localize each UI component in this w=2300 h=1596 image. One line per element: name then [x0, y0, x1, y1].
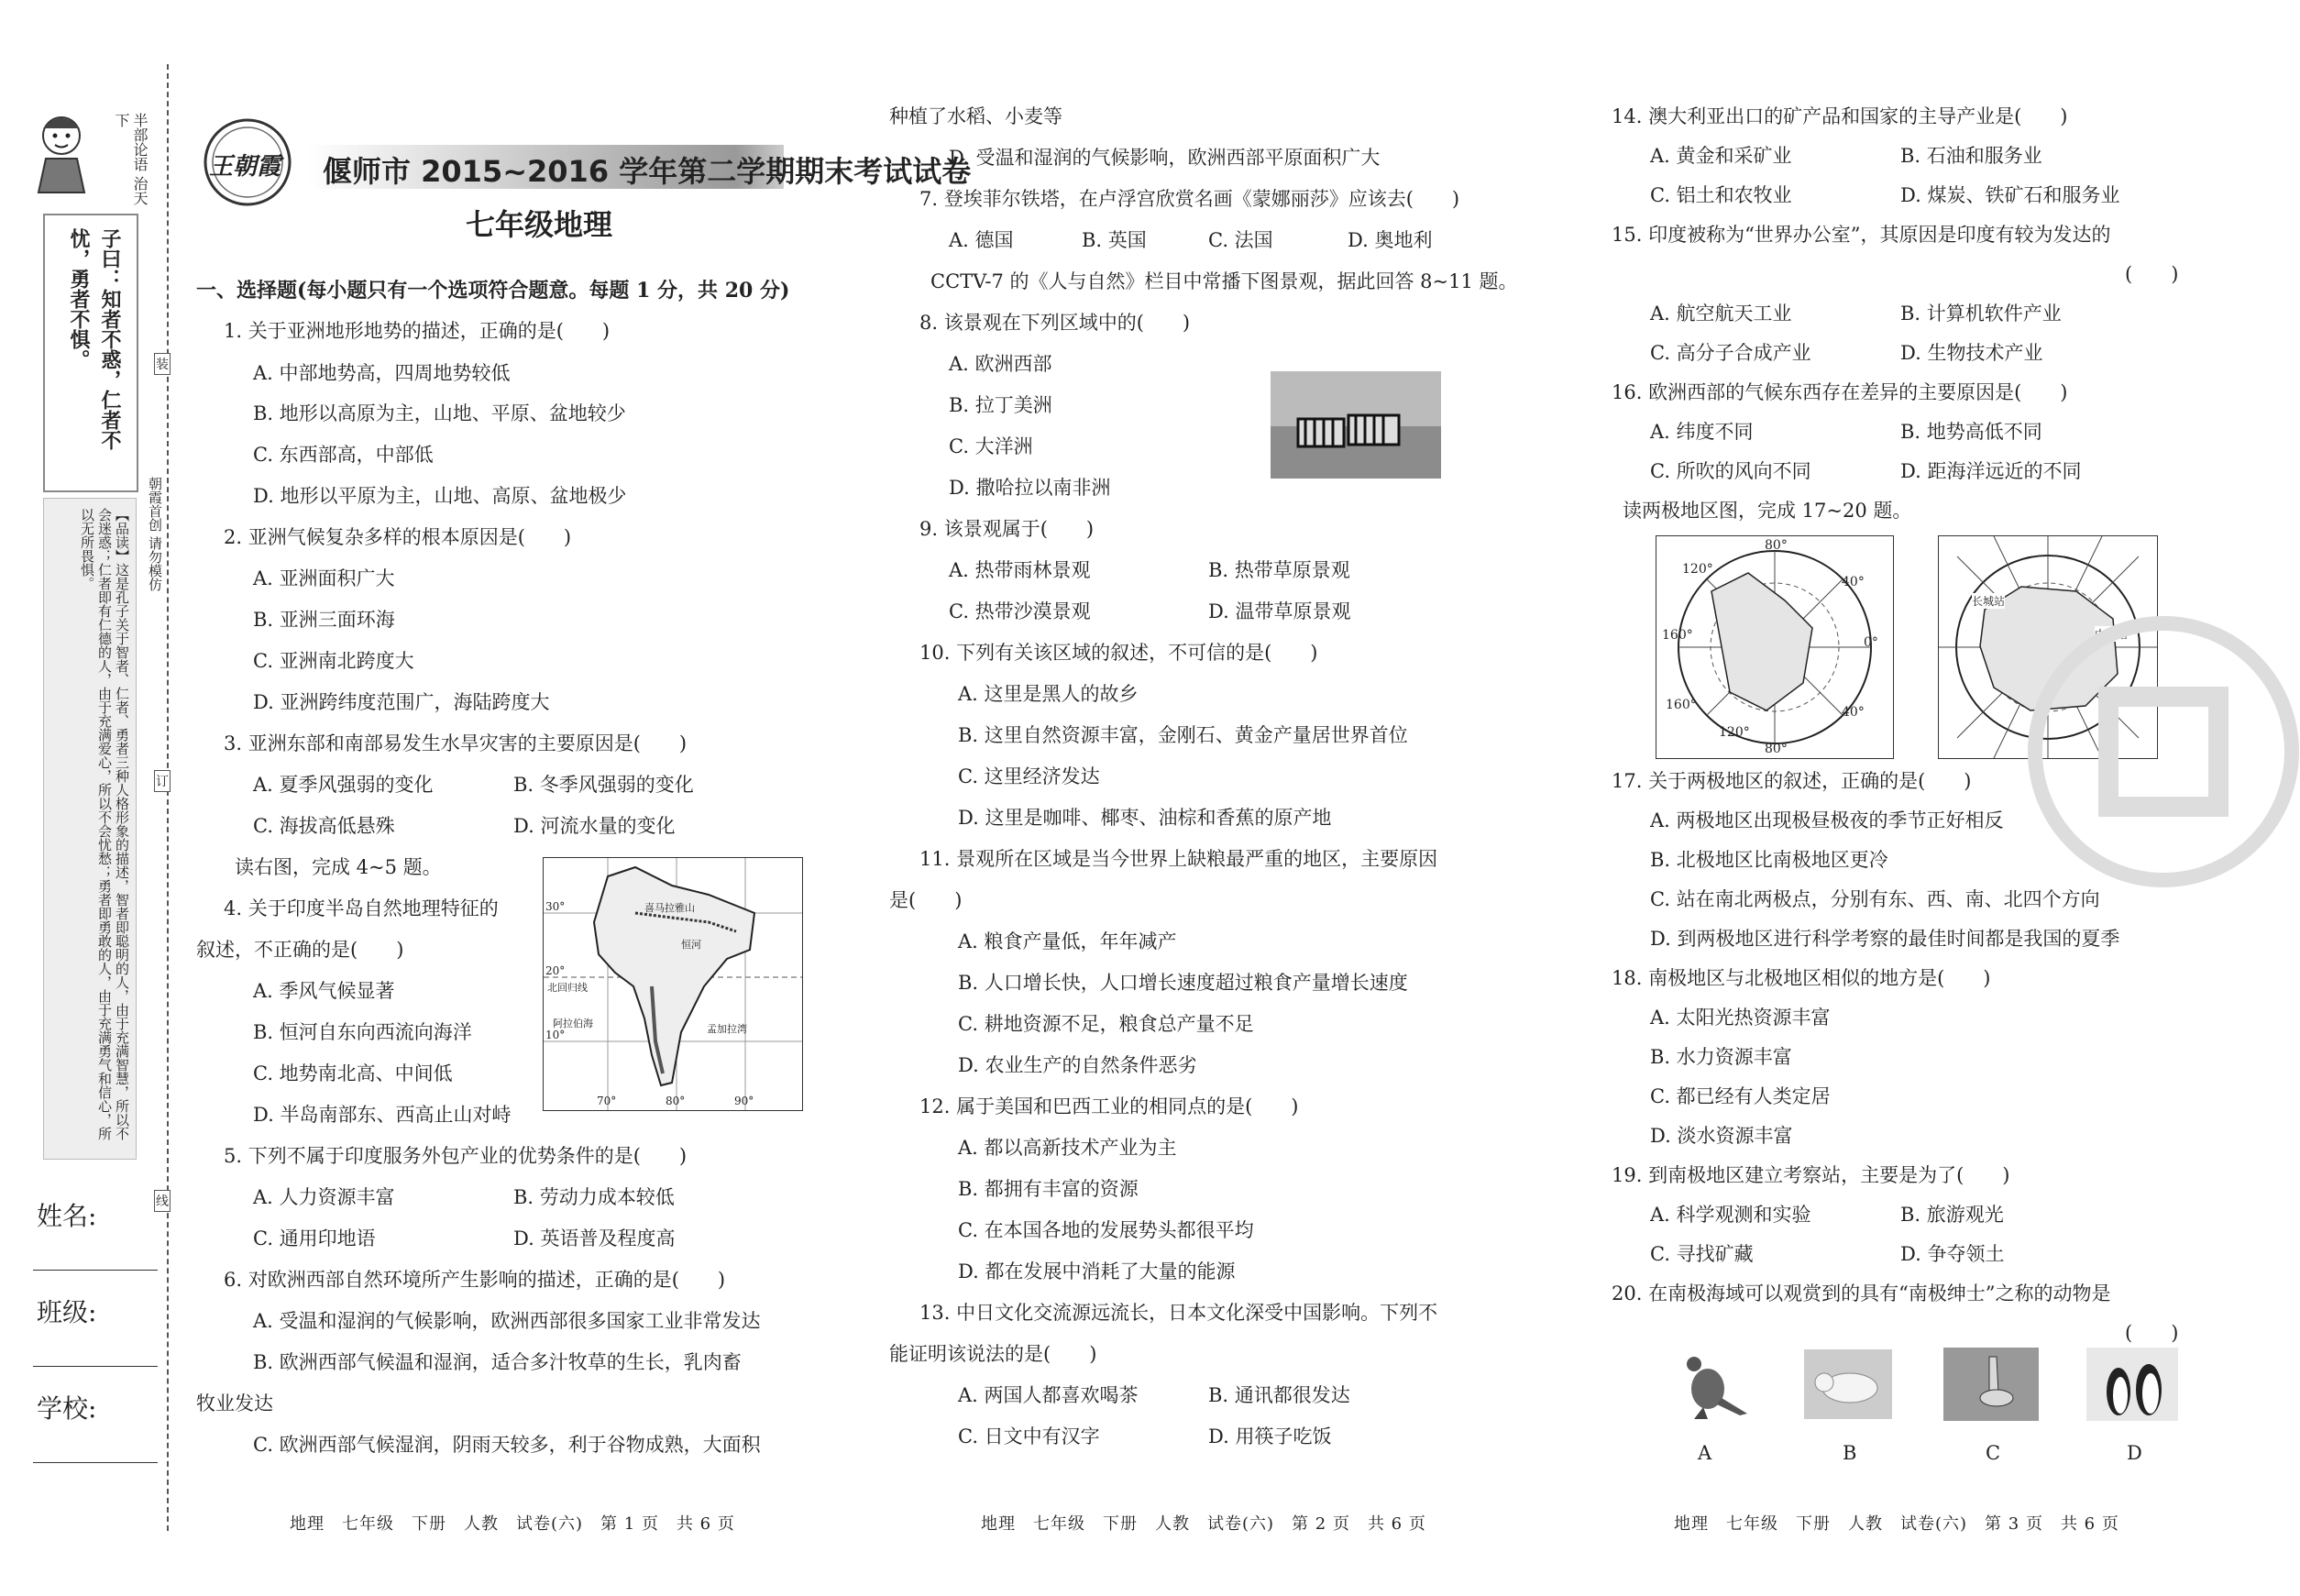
col2-line: 9. 该景观属于( ) [919, 518, 1095, 540]
lon-label-90: 90° [734, 1095, 754, 1107]
place-label-ganges: 恒河 [681, 939, 701, 951]
north-polar-map [1656, 535, 1894, 759]
col2-line: D. 撒哈拉以南非洲 [949, 477, 1111, 499]
col1-line: D. 英语普及程度高 [513, 1227, 676, 1249]
lat-label-20: 20° [545, 964, 566, 977]
animal-option-a: A [1698, 1442, 1712, 1464]
name-label: 姓名: [37, 1201, 97, 1231]
col2-line: A. 两国人都喜欢喝茶 [958, 1384, 1139, 1406]
col2-line: D. 温带草原景观 [1208, 600, 1351, 622]
col3-line: ( ) [2125, 1322, 2179, 1344]
col3-line: A. 太阳光热资源丰富 [1650, 1007, 1831, 1029]
col1-line: B. 地形以高原为主，山地、平原、盆地较少 [253, 402, 626, 424]
seal-mark-3: 线 [154, 1190, 171, 1212]
col2-line: 10. 下列有关该区域的叙述，不可信的是( ) [919, 642, 1318, 664]
place-label-arabian-sea: 阿拉伯海 [553, 1018, 593, 1029]
col1-line: 4. 关于印度半岛自然地理特征的 [224, 897, 499, 919]
brand-name: 王朝霞 [209, 153, 281, 181]
col2-line: C. 法国 [1208, 229, 1273, 251]
col1-line: A. 夏季风强弱的变化 [253, 774, 434, 796]
col3-line: 17. 关于两极地区的叙述，正确的是( ) [1612, 770, 1972, 792]
col1-line: A. 中部地势高，四周地势较低 [253, 362, 511, 384]
footer-page-3 [1674, 1511, 2119, 1535]
col3-line: B. 北极地区比南极地区更冷 [1650, 849, 1888, 871]
sidebar [29, 108, 149, 1162]
school-label: 学校: [37, 1393, 97, 1424]
watermark-seal-icon [2026, 614, 2300, 889]
col1-line: A. 季风气候显著 [253, 980, 395, 1002]
col2-line: C. 这里经济发达 [958, 765, 1100, 787]
col3-line: A. 两极地区出现极昼极夜的季节正好相反 [1650, 809, 2004, 831]
col1-line: C. 亚洲南北跨度大 [253, 650, 414, 672]
col3-line: A. 科学观测和实验 [1650, 1204, 1811, 1226]
giraffe-icon [1943, 1348, 2039, 1421]
col2-line: C. 大洋洲 [949, 435, 1033, 457]
india-map [543, 857, 803, 1111]
animal-option-d: D [2127, 1442, 2142, 1464]
col3-line: C. 铝土和农牧业 [1650, 184, 1792, 206]
col3-line: D. 生物技术产业 [1900, 342, 2043, 364]
col1-line: 读右图，完成 4~5 题。 [235, 856, 442, 878]
col2-line: C. 热带沙漠景观 [949, 600, 1091, 622]
col2-line: A. 热带雨林景观 [949, 559, 1091, 581]
lat-label-10: 10° [545, 1029, 566, 1041]
col3-line: 20. 在南极海域可以观赏到的具有“南极绅士”之称的动物是 [1612, 1282, 2111, 1304]
np-label-1: 80° [1765, 538, 1788, 553]
col3-line: C. 寻找矿藏 [1650, 1243, 1754, 1265]
col1-line: 6. 对欧洲西部自然环境所产生影响的描述，正确的是( ) [224, 1269, 726, 1291]
section-heading: 一、选择题(每小题只有一个选项符合题意。每题 1 分，共 20 分) [196, 279, 790, 303]
col3-line: C. 高分子合成产业 [1650, 342, 1811, 364]
col3-line: 19. 到南极地区建立考察站，主要是为了( ) [1612, 1164, 2010, 1186]
col2-line: 种植了水稻、小麦等 [889, 105, 1062, 127]
col1-line: C. 欧洲西部气候湿润，阴雨天较多，利于谷物成熟，大面积 [253, 1434, 761, 1456]
brand-logo [193, 115, 303, 211]
col2-line: B. 通讯都很发达 [1208, 1384, 1350, 1406]
col2-line: A. 德国 [949, 229, 1014, 251]
col3-line: B. 地势高低不同 [1900, 421, 2042, 443]
binding-line [167, 64, 169, 1531]
station-label-zhongshan: 中山站 [2095, 628, 2129, 641]
col3-line: B. 石油和服务业 [1900, 145, 2042, 167]
col1-line: B. 欧洲西部气候温和湿润，适合多汁牧草的生长，乳肉畜 [253, 1351, 742, 1373]
col2-line: D. 这里是咖啡、椰枣、油棕和香蕉的原产地 [958, 807, 1332, 829]
col3-line: A. 纬度不同 [1650, 421, 1754, 443]
confucius-avatar-icon [29, 108, 94, 195]
col3-line: D. 淡水资源丰富 [1650, 1125, 1793, 1147]
col2-line: B. 英国 [1082, 229, 1147, 251]
col1-line: A. 亚洲面积广大 [253, 567, 395, 589]
col1-line: 3. 亚洲东部和南部易发生水旱灾害的主要原因是( ) [224, 732, 688, 754]
place-label-bay-of-bengal: 孟加拉湾 [707, 1023, 747, 1035]
col2-line: D. 都在发展中消耗了大量的能源 [958, 1260, 1236, 1282]
np-label-3: 40° [1842, 575, 1865, 589]
col1-line: 1. 关于亚洲地形地势的描述，正确的是( ) [224, 320, 611, 342]
np-label-6: 160° [1666, 698, 1697, 712]
col1-line: B. 劳动力成本较低 [513, 1186, 675, 1208]
lat-label-30: 30° [545, 900, 566, 913]
col3-line: 读两极地区图，完成 17~20 题。 [1623, 500, 1912, 522]
col2-line: C. 耕地资源不足，粮食总产量不足 [958, 1013, 1254, 1035]
col3-line: ( ) [2125, 263, 2179, 285]
col3-line: 14. 澳大利亚出口的矿产品和国家的主导产业是( ) [1612, 105, 2068, 127]
col2-line: B. 人口增长快，人口增长速度超过粮食产量增长速度 [958, 972, 1408, 994]
np-label-7: 40° [1842, 705, 1865, 720]
col3-line: B. 水力资源丰富 [1650, 1046, 1792, 1068]
col1-line: B. 恒河自东向西流向海洋 [253, 1021, 472, 1043]
col3-line: D. 争夺领土 [1900, 1243, 2005, 1265]
col2-line: 8. 该景观在下列区域中的( ) [919, 312, 1191, 334]
place-label-himalaya: 喜马拉雅山 [644, 902, 695, 914]
page-number: 第 2 页 共 6 页 [1292, 1514, 1426, 1534]
footer-page-1 [290, 1511, 735, 1535]
kangaroo-icon [1657, 1348, 1749, 1421]
col2-line: C. 日文中有汉字 [958, 1425, 1100, 1447]
col1-line: D. 河流水量的变化 [513, 815, 676, 837]
footer-text: 地理 七年级 下册 人教 试卷(六) [1674, 1514, 1968, 1534]
seal-mark-2: 订 [154, 770, 171, 792]
col1-line: B. 冬季风强弱的变化 [513, 774, 694, 796]
animal-option-b: B [1843, 1442, 1857, 1464]
np-label-8: 120° [1719, 725, 1750, 740]
col1-line: D. 半岛南部东、西高止山对峙 [253, 1104, 512, 1126]
col1-line: A. 受温和湿润的气候影响，欧洲西部很多国家工业非常发达 [253, 1310, 761, 1332]
col2-line: 13. 中日文化交流源远流长，日本文化深受中国影响。下列不 [919, 1302, 1438, 1324]
col3-line: D. 煤炭、铁矿石和服务业 [1900, 184, 2120, 206]
footer-text: 地理 七年级 下册 人教 试卷(六) [981, 1514, 1275, 1534]
col3-line: D. 距海洋远近的不同 [1900, 460, 2082, 482]
col2-line: 12. 属于美国和巴西工业的相同点的是( ) [919, 1095, 1299, 1117]
col2-line: C. 在本国各地的发展势头都很平均 [958, 1219, 1254, 1241]
class-field[interactable] [33, 1366, 158, 1367]
page-number: 第 3 页 共 6 页 [1985, 1514, 2119, 1534]
col2-line: B. 这里自然资源丰富，金刚石、黄金产量居世界首位 [958, 724, 1408, 746]
col3-line: C. 所吹的风向不同 [1650, 460, 1811, 482]
col2-line: B. 热带草原景观 [1208, 559, 1350, 581]
commentary-box [43, 498, 137, 1160]
class-label: 班级: [37, 1297, 97, 1327]
col2-line: CCTV-7 的《人与自然》栏目中常播下图景观，据此回答 8~11 题。 [930, 270, 1518, 292]
col3-line: C. 站在南北两极点，分别有东、西、南、北四个方向 [1650, 888, 2100, 910]
page-number: 第 1 页 共 6 页 [600, 1514, 735, 1534]
col1-line: D. 亚洲跨纬度范围广，海陆跨度大 [253, 691, 550, 713]
col1-line: D. 地形以平原为主，山地、高原、盆地极少 [253, 485, 627, 507]
col1-line: A. 人力资源丰富 [253, 1186, 395, 1208]
col1-line: 牧业发达 [196, 1392, 273, 1414]
col3-line: A. 航空航天工业 [1650, 303, 1792, 325]
original-note: 朝霞首创 请勿模仿 [147, 477, 163, 642]
name-field[interactable] [33, 1270, 158, 1271]
col2-line: B. 都拥有丰富的资源 [958, 1178, 1139, 1200]
col2-line: D. 受温和湿润的气候影响，欧洲西部平原面积广大 [949, 147, 1381, 169]
footer-page-2 [981, 1511, 1426, 1535]
quote-text: 子曰：知者不惑，仁者不忧，勇者不惧。 [67, 228, 122, 450]
lon-label-80: 80° [666, 1095, 686, 1107]
col3-line: 15. 印度被称为“世界办公室”，其原因是印度有较为发达的 [1612, 224, 2111, 246]
col3-line: B. 计算机软件产业 [1900, 303, 2062, 325]
quote-box [43, 214, 138, 492]
polar-bear-icon [1804, 1349, 1892, 1419]
np-label-9: 80° [1765, 742, 1788, 756]
col2-line: A. 粮食产量低，年年减产 [958, 930, 1177, 952]
col2-line: D. 用筷子吃饭 [1208, 1425, 1332, 1447]
place-label-tropic: 北回归线 [547, 982, 588, 994]
col2-line: 是( ) [889, 889, 963, 911]
col2-line: A. 这里是黑人的故乡 [958, 683, 1139, 705]
col1-line: 叙述，不正确的是( ) [196, 939, 404, 961]
exam-subject: 七年级地理 [466, 207, 613, 242]
np-label-2: 120° [1682, 562, 1713, 577]
col3-line: D. 到两极地区进行科学考察的最佳时间都是我国的夏季 [1650, 928, 2120, 950]
motto-small: 半部论语 治天下 [113, 113, 149, 206]
col2-line: D. 奥地利 [1348, 229, 1433, 251]
seal-mark-1: 装 [154, 353, 171, 375]
zebra-savanna-photo [1271, 371, 1441, 479]
school-field[interactable] [33, 1462, 158, 1463]
col2-line: 11. 景观所在区域是当今世界上缺粮最严重的地区，主要原因 [919, 848, 1438, 870]
col2-line: B. 拉丁美洲 [949, 394, 1052, 416]
col3-line: C. 都已经有人类定居 [1650, 1085, 1831, 1107]
col3-line: A. 黄金和采矿业 [1650, 145, 1792, 167]
col1-line: C. 地势南北高、中间低 [253, 1062, 453, 1084]
col1-line: 2. 亚洲气候复杂多样的根本原因是( ) [224, 526, 572, 548]
col1-line: B. 亚洲三面环海 [253, 609, 395, 631]
col1-line: C. 海拔高低悬殊 [253, 815, 395, 837]
exam-title: 偃师市 2015~2016 学年第二学期期末考试试卷 [323, 154, 972, 189]
col3-line: B. 旅游观光 [1900, 1204, 2004, 1226]
footer-text: 地理 七年级 下册 人教 试卷(六) [290, 1514, 584, 1534]
col3-line: 16. 欧洲西部的气候东西存在差异的主要原因是( ) [1612, 381, 2068, 403]
np-label-4: 160° [1662, 628, 1693, 643]
col2-line: 7. 登埃菲尔铁塔，在卢浮宫欣赏名画《蒙娜丽莎》应该去( ) [919, 188, 1460, 210]
col2-line: A. 欧洲西部 [949, 353, 1052, 375]
col2-line: 能证明该说法的是( ) [889, 1343, 1097, 1365]
commentary-text: 【品读】这是孔子关于智者、仁者、勇者三种人格形象的描述，智者即聪明的人，由于充满智慧，所以不会迷惑；仁者即有仁德的人，由于充满爱心，所以不会忧愁；勇者即勇敢的人，由于充满勇气和信心，所以无所畏惧。 [79, 508, 130, 1140]
col3-line: 18. 南极地区与北极地区相似的地方是( ) [1612, 967, 1991, 989]
penguin-icon [2086, 1348, 2178, 1421]
animal-option-c: C [1986, 1442, 2001, 1464]
np-label-5: 0° [1864, 635, 1878, 650]
col1-line: 5. 下列不属于印度服务外包产业的优势条件的是( ) [224, 1145, 688, 1167]
col1-line: C. 通用印地语 [253, 1227, 376, 1249]
col1-line: C. 东西部高，中部低 [253, 444, 434, 466]
station-label-great-wall: 长城站 [1972, 595, 2006, 608]
lon-label-70: 70° [597, 1095, 617, 1107]
col2-line: D. 农业生产的自然条件恶劣 [958, 1054, 1197, 1076]
col2-line: A. 都以高新技术产业为主 [958, 1137, 1177, 1159]
